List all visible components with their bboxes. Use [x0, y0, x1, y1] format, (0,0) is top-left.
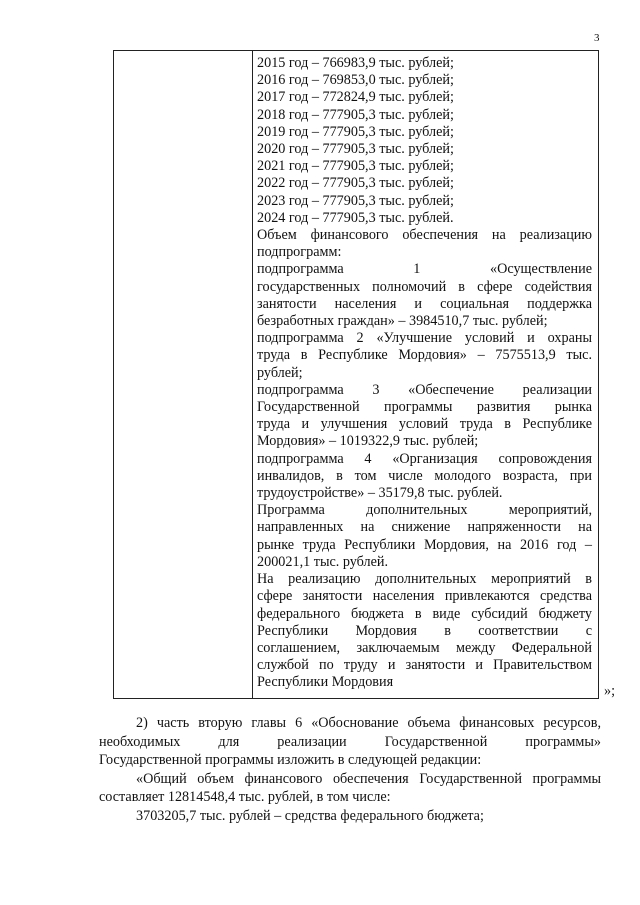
- text-line: подпрограмма 3 «Обеспечение реализации: [257, 381, 592, 398]
- paragraph-line: 3703205,7 тыс. рублей – средства федерального бюджета;: [136, 807, 484, 824]
- text-line: трудоустройстве» – 35179,8 тыс. рублей.: [257, 485, 503, 502]
- text-line: подпрограмм:: [257, 244, 342, 261]
- year-line: 2018 год – 777905,3 тыс. рублей;: [257, 106, 454, 123]
- text-line: инвалидов, в том числе молодого возраста, при: [257, 467, 592, 484]
- funding-cell: [257, 55, 592, 692]
- year-line: 2017 год – 772824,9 тыс. рублей;: [257, 89, 454, 106]
- year-line: 2024 год – 777905,3 тыс. рублей.: [257, 209, 454, 226]
- text-line: безработных граждан» – 3984510,7 тыс. рублей;: [257, 313, 548, 330]
- year-line: 2022 год – 777905,3 тыс. рублей;: [257, 175, 454, 192]
- text-line: рынке труда Республики Мордовия, на 2016 год –: [257, 536, 592, 553]
- page-number: 3: [594, 32, 600, 44]
- text-line: подпрограмма 1 «Осуществление: [257, 261, 592, 278]
- text-line: Республики Мордовия: [257, 674, 394, 691]
- paragraph-line: необходимых для реализации Государственной программы»: [99, 733, 601, 750]
- paragraph-line: «Общий объем финансового обеспечения Государственной программы: [136, 770, 601, 787]
- year-line: 2023 год – 777905,3 тыс. рублей;: [257, 192, 454, 209]
- text-line: федерального бюджета в виде субсидий бюджету: [257, 605, 592, 622]
- closing-quote: »;: [604, 683, 616, 699]
- text-line: Государственной программы развития рынка: [257, 399, 592, 416]
- text-line: рублей;: [257, 364, 303, 381]
- text-line: государственных полномочий в сфере содействия: [257, 278, 592, 295]
- text-line: Программа дополнительных мероприятий,: [257, 502, 592, 519]
- text-line: Мордовия» – 1019322,9 тыс. рублей;: [257, 433, 479, 450]
- passport-table: [113, 50, 599, 699]
- text-line: подпрограмма 4 «Организация сопровождения: [257, 450, 592, 467]
- body-text: [99, 714, 601, 826]
- text-line: труда и улучшения условий труда в Республике: [257, 416, 592, 433]
- paragraph-line: 2) часть вторую главы 6 «Обоснование объема финансовых ресурсов,: [136, 715, 601, 731]
- year-line: 2020 год – 777905,3 тыс. рублей;: [257, 141, 454, 158]
- year-line: 2015 год – 766983,9 тыс. рублей;: [257, 55, 454, 71]
- table-column-divider: [252, 51, 253, 698]
- paragraph-line: Государственной программы изложить в следующей редакции:: [99, 752, 482, 769]
- text-line: труда в Республике Мордовия» – 7575513,9 тыс.: [257, 347, 592, 364]
- text-line: Объем финансового обеспечения на реализацию: [257, 227, 592, 244]
- text-line: подпрограмма 2 «Улучшение условий и охраны: [257, 330, 592, 347]
- text-line: Республики Мордовия в соответствии с: [257, 622, 592, 639]
- text-line: направленных на снижение напряженности на: [257, 519, 592, 536]
- text-line: На реализацию дополнительных мероприятий в: [257, 571, 592, 588]
- text-line: занятости населения и социальная поддержка: [257, 295, 592, 312]
- year-line: 2021 год – 777905,3 тыс. рублей;: [257, 158, 454, 175]
- text-line: 200021,1 тыс. рублей.: [257, 553, 389, 570]
- text-line: службой по труду и занятости и Правительством: [257, 657, 592, 674]
- text-line: соглашением, заключаемым между Федеральной: [257, 639, 592, 656]
- text-line: сфере занятости населения привлекаются средства: [257, 588, 592, 605]
- year-line: 2019 год – 777905,3 тыс. рублей;: [257, 123, 454, 140]
- paragraph-line: составляет 12814548,4 тыс. рублей, в том числе:: [99, 789, 391, 806]
- year-line: 2016 год – 769853,0 тыс. рублей;: [257, 72, 454, 89]
